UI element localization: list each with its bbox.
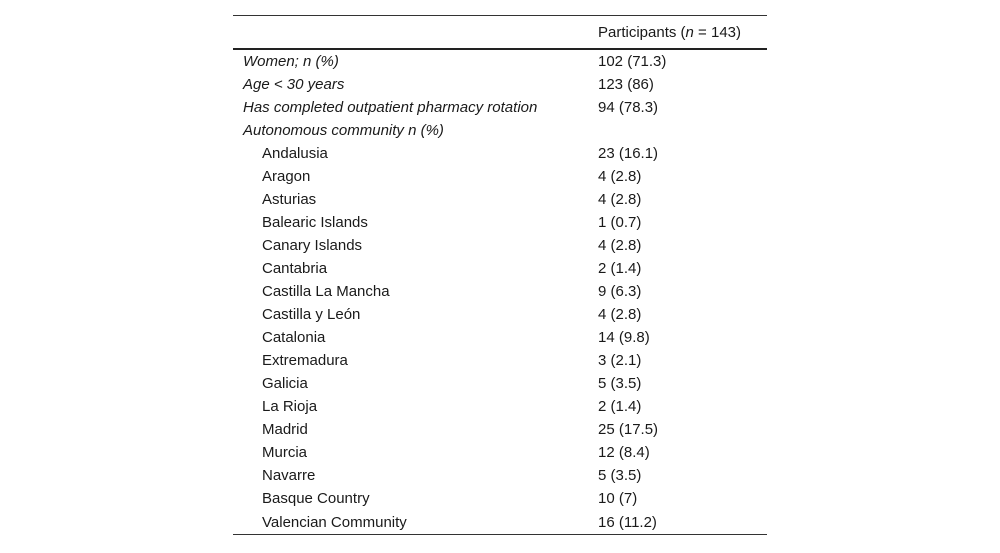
- row-value: 1 (0.7): [598, 214, 642, 231]
- table-row: [233, 441, 767, 464]
- table-row: [233, 142, 767, 165]
- table-row: [233, 96, 767, 119]
- table-row: [233, 211, 767, 234]
- row-label: Galicia: [262, 375, 308, 392]
- row-value: 4 (2.8): [598, 306, 642, 323]
- table-row: [233, 280, 767, 303]
- row-label: Asturias: [262, 191, 317, 208]
- header-participants-column: [588, 16, 767, 50]
- row-value: 16 (11.2): [598, 513, 657, 531]
- row-label: Aragon: [262, 168, 311, 185]
- table-row: [233, 464, 767, 487]
- header-participants-suffix: = 143): [693, 24, 742, 41]
- table-row: [233, 349, 767, 372]
- table-row: [233, 188, 767, 211]
- row-label: Castilla y León: [262, 306, 361, 323]
- header-row: [233, 16, 767, 50]
- row-label: Has completed outpatient pharmacy rotation: [243, 99, 538, 116]
- table-row: [233, 326, 767, 349]
- row-value: 2 (1.4): [598, 398, 642, 415]
- row-value: 94 (78.3): [598, 99, 659, 116]
- table-body: [233, 49, 767, 535]
- row-value: 9 (6.3): [598, 283, 642, 300]
- row-value: [588, 119, 767, 142]
- table-row: [233, 49, 767, 73]
- row-label: La Rioja: [262, 398, 318, 415]
- row-label: Valencian Community: [262, 513, 407, 531]
- row-value: 123 (86): [598, 76, 654, 93]
- table-row: [233, 257, 767, 280]
- row-label: Madrid: [262, 421, 308, 438]
- participants-table-container: [233, 15, 767, 535]
- row-value: 102 (71.3): [598, 53, 667, 70]
- row-value: 23 (16.1): [598, 145, 659, 162]
- header-participants-prefix: Participants (: [598, 24, 686, 41]
- row-value: 25 (17.5): [598, 421, 659, 438]
- row-label: Extremadura: [262, 352, 348, 369]
- table-row: [233, 165, 767, 188]
- row-label: Age < 30 years: [243, 76, 345, 93]
- table-row: [233, 73, 767, 96]
- table-row: [233, 510, 767, 535]
- table-row: [233, 119, 767, 142]
- table-header: [233, 16, 767, 50]
- row-value: 14 (9.8): [598, 329, 650, 346]
- row-value: 2 (1.4): [598, 260, 642, 277]
- row-value: 3 (2.1): [598, 352, 642, 369]
- row-value: 5 (3.5): [598, 467, 642, 484]
- row-label: Castilla La Mancha: [262, 283, 390, 300]
- header-label-column: [233, 16, 588, 50]
- table-row: [233, 395, 767, 418]
- row-label: Andalusia: [262, 145, 328, 162]
- header-participants-n: n: [685, 24, 694, 41]
- row-label: Basque Country: [262, 490, 370, 507]
- row-value: 12 (8.4): [598, 444, 650, 461]
- row-label: Navarre: [262, 467, 316, 484]
- row-label: Autonomous community n (%): [243, 122, 444, 139]
- row-label: Murcia: [262, 444, 308, 461]
- table-row: [233, 303, 767, 326]
- participants-table: [233, 15, 767, 535]
- table-row: [233, 234, 767, 257]
- row-value: 4 (2.8): [598, 191, 642, 208]
- row-label: Catalonia: [262, 329, 326, 346]
- row-value: 5 (3.5): [598, 375, 642, 392]
- table-row: [233, 372, 767, 395]
- row-value: 10 (7): [598, 490, 638, 507]
- row-label: Canary Islands: [262, 237, 363, 254]
- row-label: Women; n (%): [243, 53, 339, 70]
- table-row: [233, 418, 767, 441]
- row-label: Cantabria: [262, 260, 328, 277]
- table-row: [233, 487, 767, 510]
- row-value: 4 (2.8): [598, 237, 642, 254]
- row-label: Balearic Islands: [262, 214, 368, 231]
- row-value: 4 (2.8): [598, 168, 642, 185]
